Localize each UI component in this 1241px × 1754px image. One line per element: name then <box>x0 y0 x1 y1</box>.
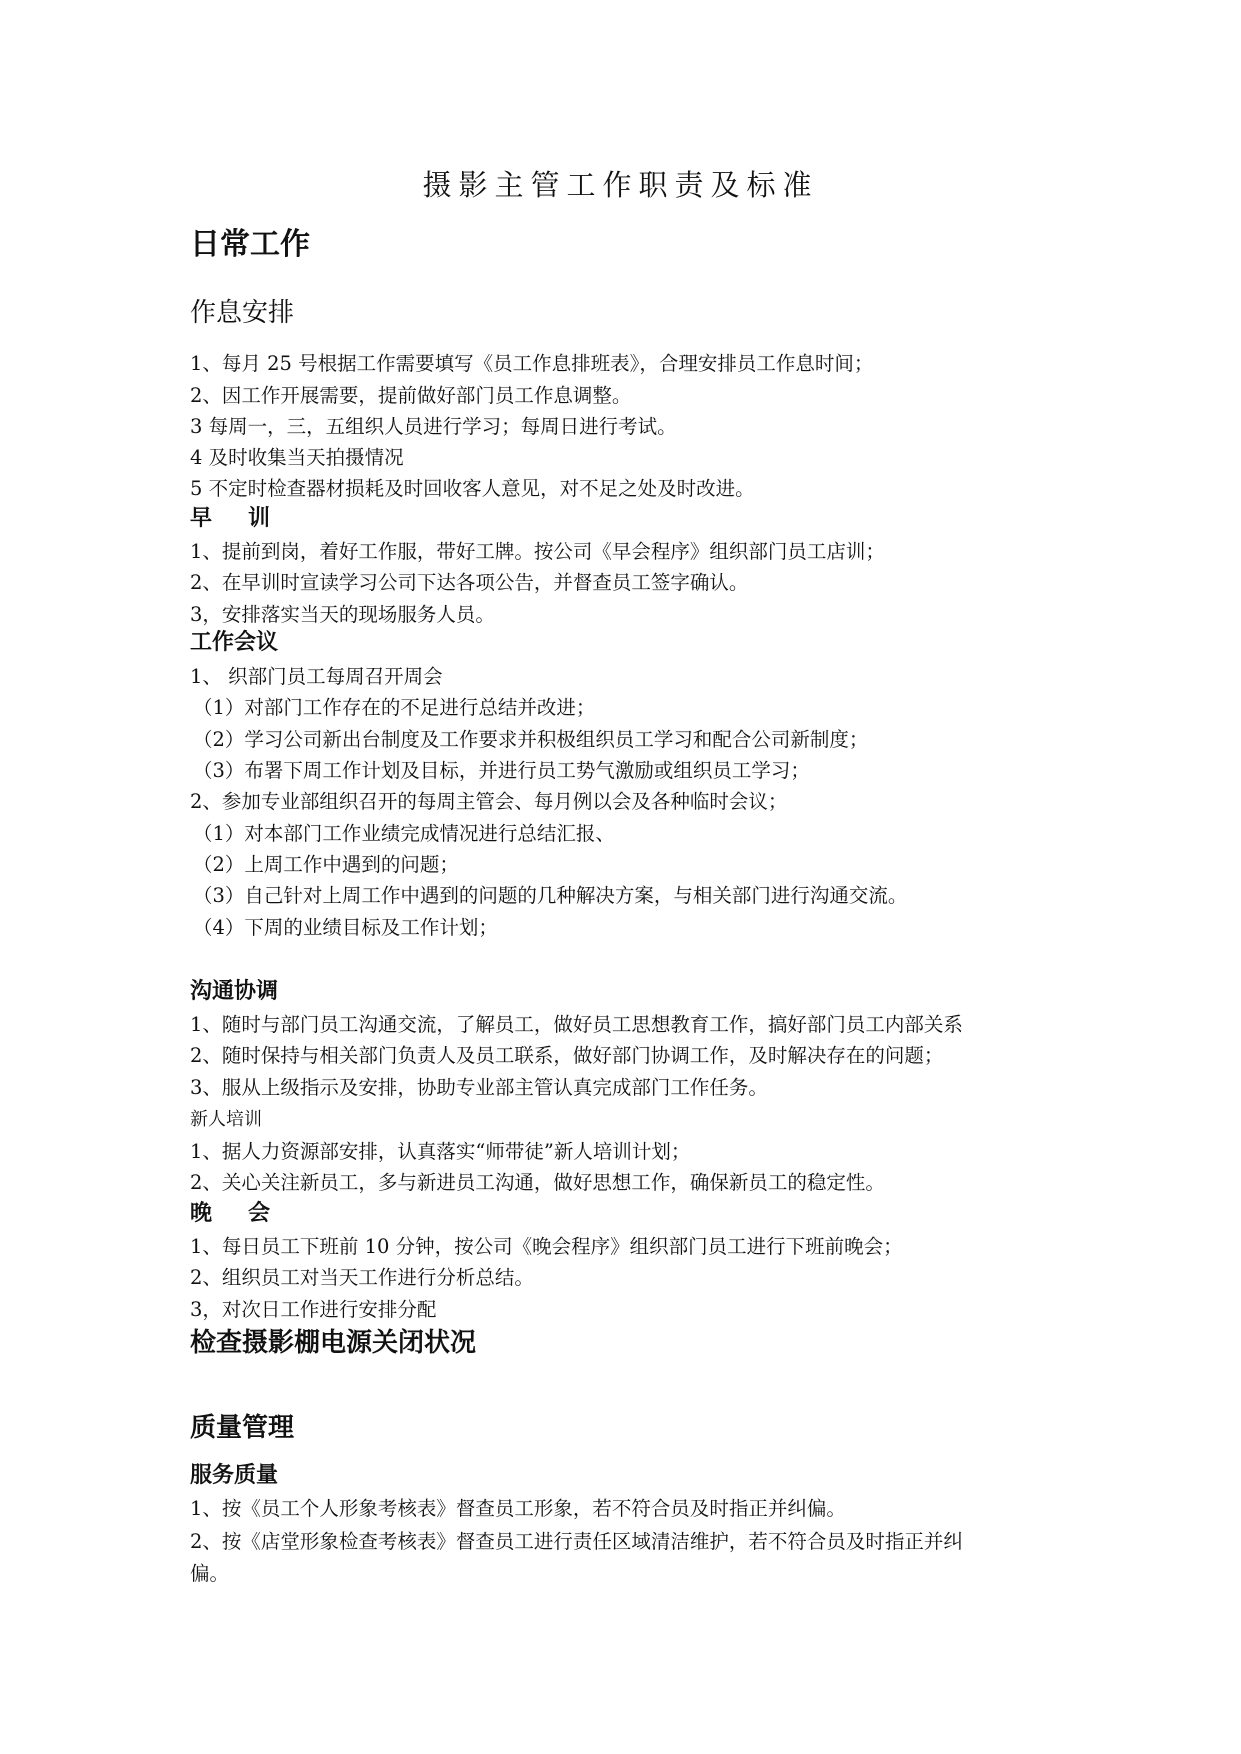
subsection-heading-communication: 沟通协调 <box>190 979 279 1004</box>
list-item: 2、组织员工对当天工作进行分析总结。 <box>190 1266 534 1289</box>
subsection-heading-evening: 晚会 <box>190 1201 307 1226</box>
list-item: 1、提前到岗，着好工作服，带好工牌。按公司《早会程序》组织部门员工店训； <box>190 540 885 563</box>
list-item: 4 及时收集当天拍摄情况 <box>190 446 404 469</box>
list-item: 1、每月 25 号根据工作需要填写《员工作息排班表》，合理安排员工作息时间； <box>190 352 874 375</box>
list-item: 2、关心关注新员工，多与新进员工沟通，做好思想工作，确保新员工的稳定性。 <box>190 1171 885 1194</box>
list-item: 1、 织部门员工每周召开周会 <box>190 665 443 688</box>
subsection-heading-training: 新人培训 <box>190 1109 262 1130</box>
list-item: 3，对次日工作进行安排分配 <box>190 1298 437 1321</box>
list-item: （3）自己针对上周工作中遇到的问题的几种解决方案，与相关部门进行沟通交流。 <box>193 884 908 907</box>
list-item: 3，安排落实当天的现场服务人员。 <box>190 603 495 626</box>
list-item: 1、每日员工下班前 10 分钟，按公司《晚会程序》组织部门员工进行下班前晚会； <box>190 1235 903 1258</box>
list-item: 3、服从上级指示及安排，协助专业部主管认真完成部门工作任务。 <box>190 1076 768 1099</box>
subsection-heading-morning: 早训 <box>190 506 307 531</box>
list-item: （4）下周的业绩目标及工作计划； <box>193 916 498 939</box>
list-item: （3）布署下周工作计划及目标，并进行员工势气激励或组织员工学习； <box>193 759 810 782</box>
subsection-heading-schedule: 作息安排 <box>190 298 295 328</box>
subsection-heading-service: 服务质量 <box>190 1463 279 1488</box>
list-item: （1）对本部门工作业绩完成情况进行总结汇报、 <box>193 822 615 845</box>
list-item: 2、参加专业部组织召开的每周主管会、每月例以会及各种临时会议； <box>190 790 788 813</box>
list-item: （2）上周工作中遇到的问题； <box>193 853 459 876</box>
list-item: 2、随时保持与相关部门负责人及员工联系，做好部门协调工作，及时解决存在的问题； <box>190 1044 944 1067</box>
list-item: 3 每周一，三，五组织人员进行学习；每周日进行考试。 <box>190 415 677 438</box>
section-heading-daily: 日常工作 <box>190 227 310 262</box>
list-item: 5 不定时检查器材损耗及时回收客人意见，对不足之处及时改进。 <box>190 477 755 500</box>
document-title: 摄影主管工作职责及标准 <box>422 168 819 202</box>
list-item: 1、据人力资源部安排，认真落实“师带徒”新人培训计划； <box>190 1140 691 1163</box>
list-item: 2、在早训时宣读学习公司下达各项公告，并督查员工签字确认。 <box>190 571 749 594</box>
list-item: 1、按《员工个人形象考核表》督查员工形象，若不符合员及时指正并纠偏。 <box>190 1497 846 1520</box>
heading-power-check: 检查摄影棚电源关闭状况 <box>190 1328 477 1358</box>
subsection-heading-meeting: 工作会议 <box>190 630 279 655</box>
list-item: 2、按《店堂形象检查考核表》督查员工进行责任区域清洁维护，若不符合员及时指正并纠 <box>190 1530 963 1553</box>
section-heading-quality: 质量管理 <box>190 1413 295 1443</box>
list-item: 1、随时与部门员工沟通交流，了解员工，做好员工思想教育工作，搞好部门员工内部关系 <box>190 1013 963 1036</box>
list-item: （1）对部门工作存在的不足进行总结并改进； <box>193 696 596 719</box>
list-item: 偏。 <box>190 1562 230 1585</box>
list-item: （2）学习公司新出台制度及工作要求并积极组织员工学习和配合公司新制度； <box>193 728 869 751</box>
list-item: 2、因工作开展需要，提前做好部门员工作息调整。 <box>190 384 632 407</box>
